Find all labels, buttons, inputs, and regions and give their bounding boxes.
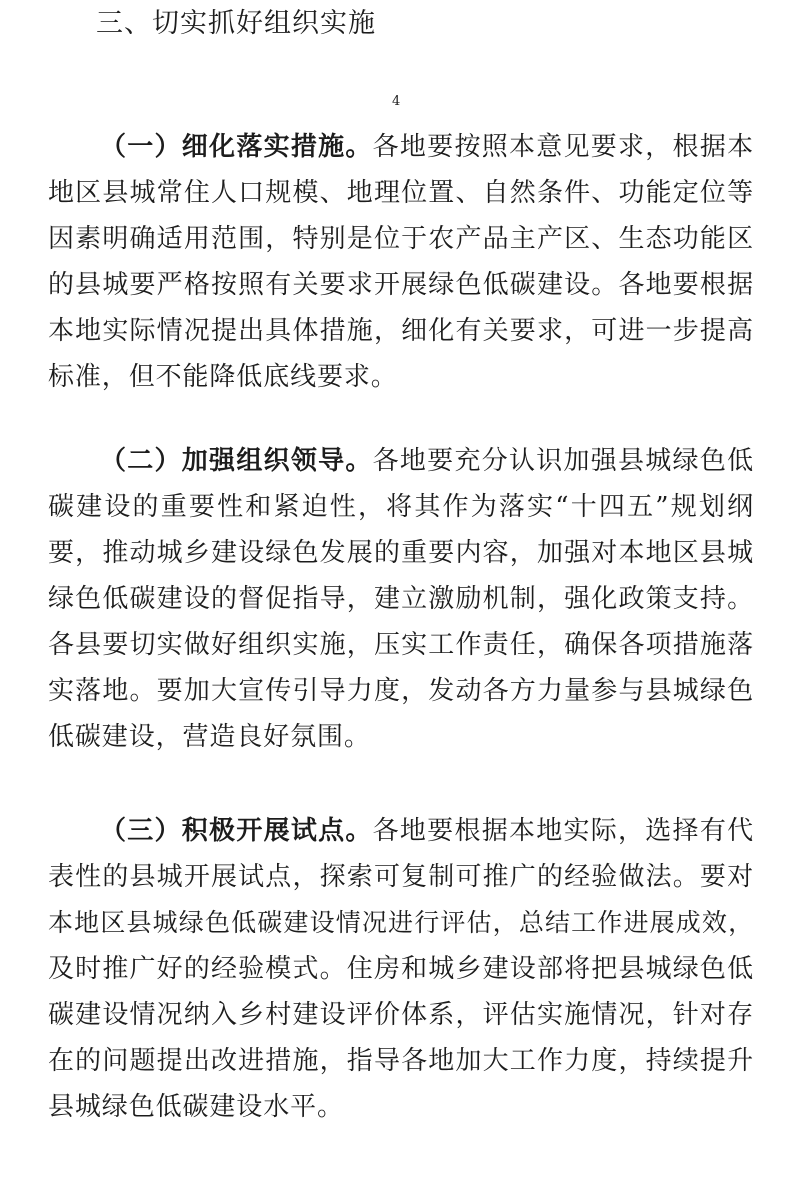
paragraph-refine-measures xyxy=(48,124,754,400)
paragraph-first-line xyxy=(48,124,754,170)
paragraph-line: 因素明确适用范围，特别是位于农产品主产区、生态功能区 xyxy=(48,224,754,254)
paragraph-line: 本地实际情况提出具体措施，细化有关要求，可进一步提高 xyxy=(48,316,754,346)
paragraph-line: 绿色低碳建设的督促指导，建立激励机制，强化政策支持。 xyxy=(48,584,754,614)
paragraph-line: 各县要切实做好组织实施，压实工作责任，确保各项措施落 xyxy=(48,630,754,660)
paragraph-line: 碳建设的重要性和紧迫性，将其作为落实“十四五”规划纲 xyxy=(48,492,754,522)
paragraph-line: 地区县城常住人口规模、地理位置、自然条件、功能定位等 xyxy=(48,178,754,208)
paragraph-lead: （二）加强组织领导。 xyxy=(100,446,373,476)
paragraph-lead: （一）细化落实措施。 xyxy=(100,132,373,162)
paragraph-line: 表性的县城开展试点，探索可复制可推广的经验做法。要对 xyxy=(48,862,754,892)
paragraph-line: 标准，但不能降低底线要求。 xyxy=(48,362,398,392)
paragraph-strengthen-leadership xyxy=(48,438,754,760)
paragraph-line: 要，推动城乡建设绿色发展的重要内容，加强对本地区县城 xyxy=(48,538,754,568)
paragraph-line: 本地区县城绿色低碳建设情况进行评估，总结工作进展成效， xyxy=(48,908,754,937)
paragraph-line: 的县城要严格按照有关要求开展绿色低碳建设。各地要根据 xyxy=(48,270,754,300)
paragraph-line: 在的问题提出改进措施，指导各地加大工作力度，持续提升 xyxy=(48,1046,754,1076)
paragraph-line: 实落地。要加大宣传引导力度，发动各方力量参与县城绿色 xyxy=(48,676,754,706)
section-heading: 三、切实抓好组织实施 xyxy=(96,8,376,39)
paragraph-first-line-text: 各地要根据本地实际，选择有代 xyxy=(372,816,754,846)
paragraph-first-line xyxy=(48,438,754,484)
paragraph-first-line-text: 各地要充分认识加强县城绿色低 xyxy=(372,446,754,476)
paragraph-pilot-programs xyxy=(48,808,754,1130)
paragraph-line: 县城绿色低碳建设水平。 xyxy=(48,1092,344,1122)
paragraph-lead: （三）积极开展试点。 xyxy=(100,816,373,846)
paragraph-line: 及时推广好的经验模式。住房和城乡建设部将把县城绿色低 xyxy=(48,954,754,984)
paragraph-line: 低碳建设，营造良好氛围。 xyxy=(48,722,371,752)
page-number: 4 xyxy=(392,94,401,109)
paragraph-line: 碳建设情况纳入乡村建设评价体系，评估实施情况，针对存 xyxy=(48,1000,754,1030)
paragraph-first-line xyxy=(48,808,754,854)
paragraph-first-line-text: 各地要按照本意见要求，根据本 xyxy=(372,132,754,162)
